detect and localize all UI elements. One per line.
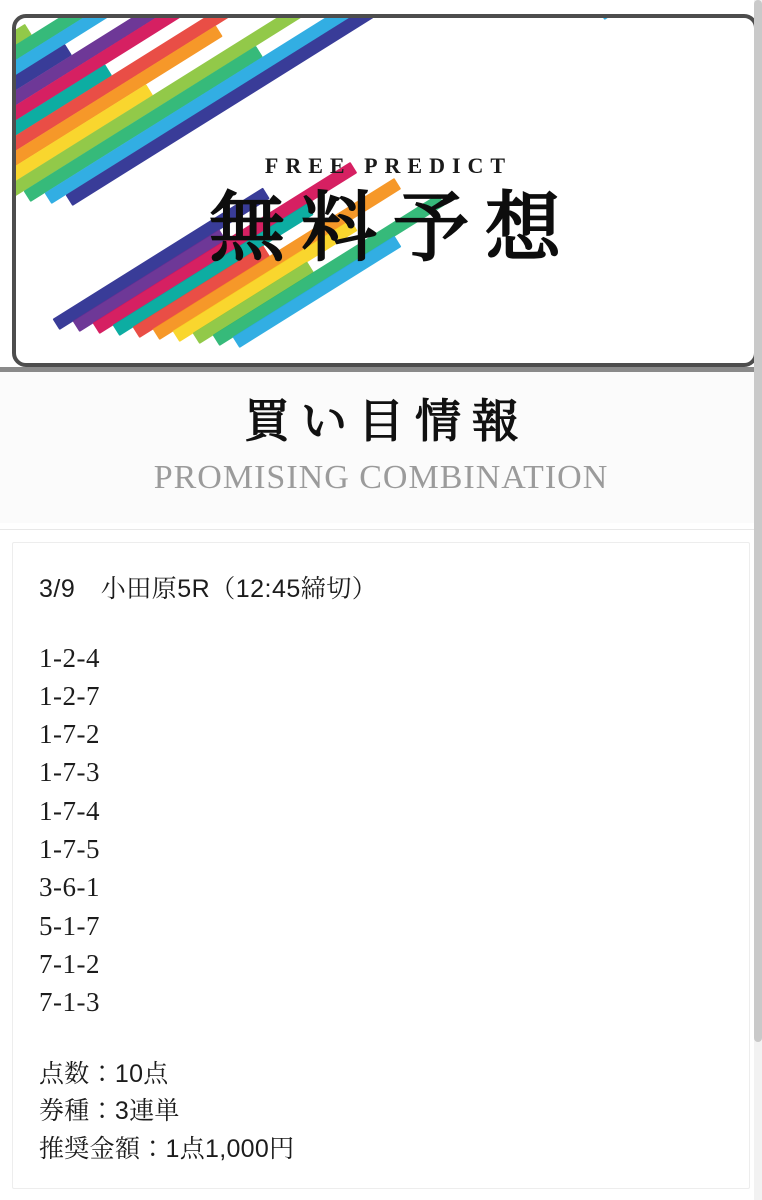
ticket-type: 券種：3連単	[39, 1097, 180, 1126]
recommended-amount: 推奨金額：1点1,000円	[39, 1134, 295, 1163]
banner-section	[0, 0, 762, 371]
scrollbar-track[interactable]	[754, 0, 762, 1200]
section-heading	[0, 371, 762, 523]
list-item: 1-7-2	[39, 719, 100, 750]
combination-list	[39, 639, 723, 1022]
page-subtitle: PROMISING COMBINATION	[153, 458, 609, 496]
list-item: 1-2-7	[39, 680, 100, 711]
list-item: 5-1-7	[39, 910, 100, 941]
prediction-card	[12, 542, 750, 1190]
race-info: 3/9 小田原5R（12:45締切）	[39, 574, 378, 603]
banner-eyebrow: FREE PREDICT	[264, 152, 513, 178]
points-count: 点数：10点	[39, 1059, 169, 1088]
list-item: 1-7-5	[39, 834, 100, 865]
banner-text-group	[16, 18, 754, 363]
scrollbar-thumb[interactable]	[754, 0, 762, 1042]
heading-rule	[0, 529, 762, 530]
list-item: 1-2-4	[39, 642, 100, 673]
list-item: 7-1-3	[39, 987, 100, 1018]
list-item: 3-6-1	[39, 872, 100, 903]
list-item: 1-7-4	[39, 795, 100, 826]
list-item: 1-7-3	[39, 757, 100, 788]
banner-divider	[0, 367, 762, 372]
banner-title: 無料予想	[209, 182, 577, 272]
page-title: 買い目情報	[244, 394, 529, 448]
free-predict-banner[interactable]	[12, 14, 758, 367]
list-item: 7-1-2	[39, 949, 100, 980]
